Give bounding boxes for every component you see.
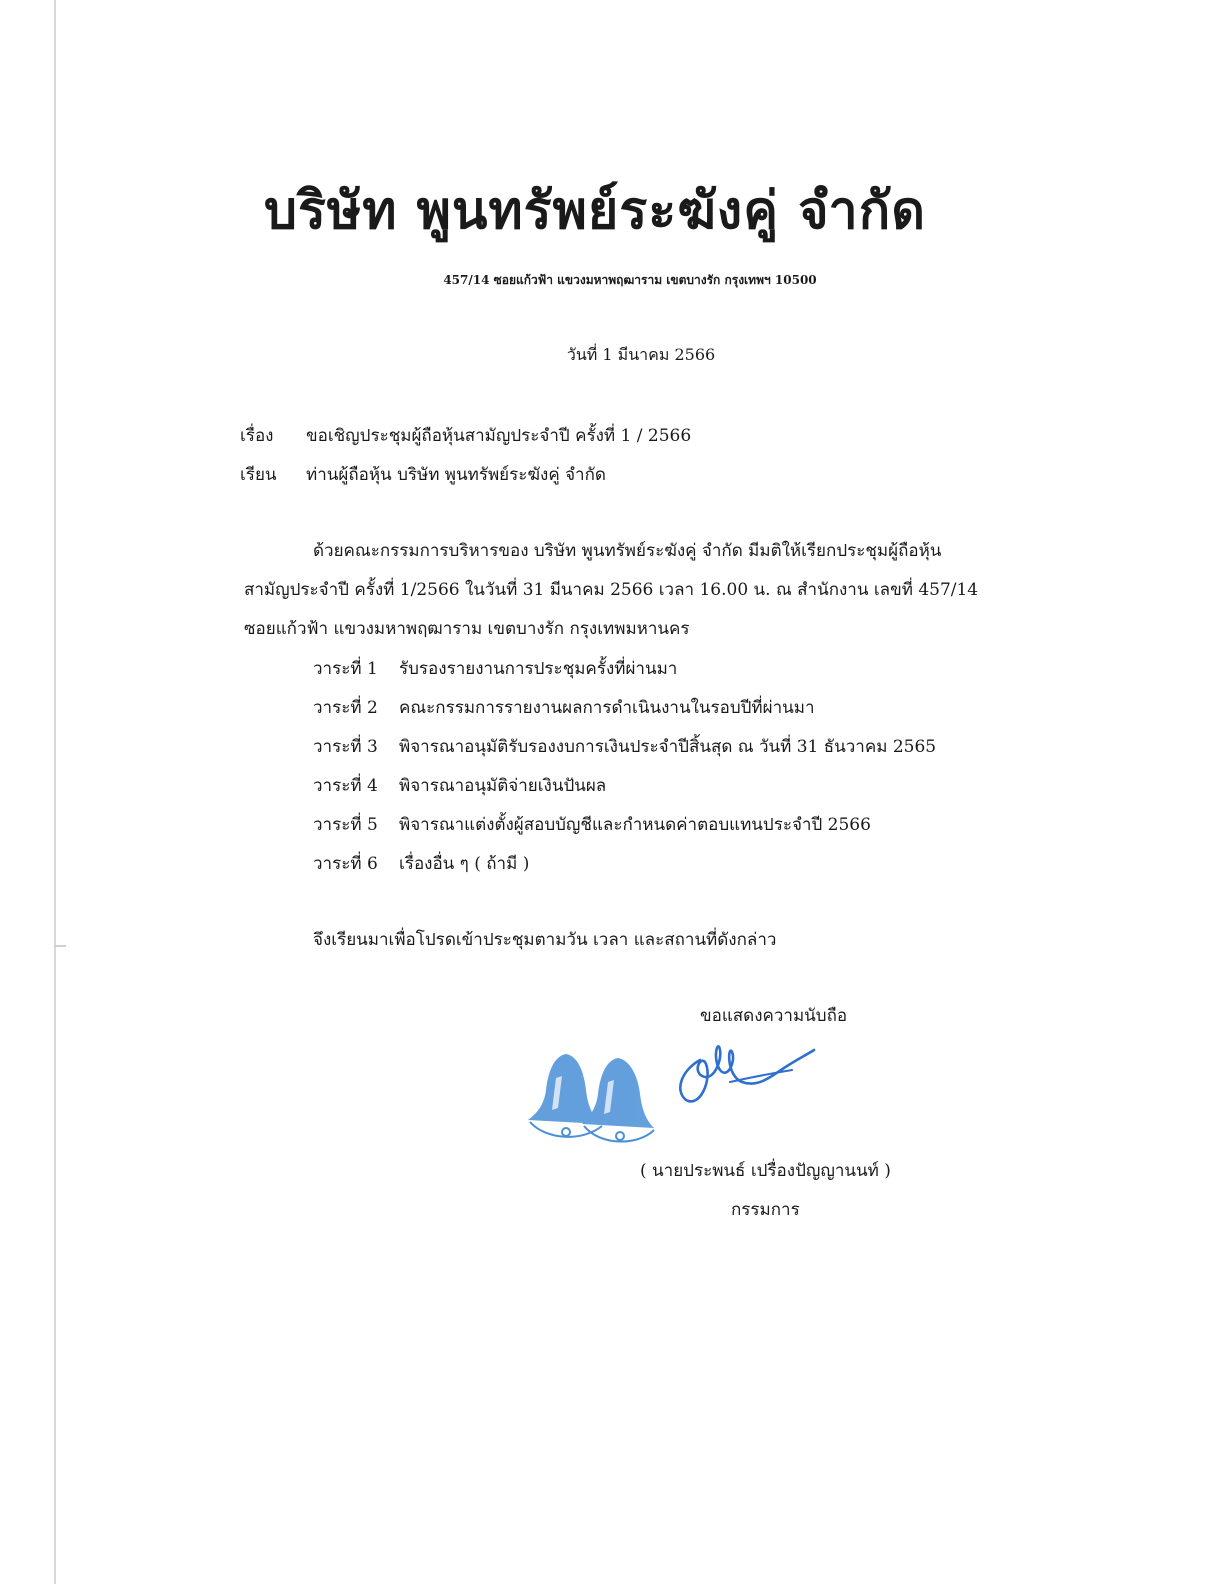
recipient-text: ท่านผู้ถือหุ้น บริษัท พูนทรัพย์ระฆังคู่ จำกัด	[306, 465, 606, 485]
agenda-number: วาระที่ 5	[313, 815, 378, 835]
agenda-item	[313, 772, 606, 799]
agenda-item	[313, 694, 815, 721]
agenda-number: วาระที่ 1	[313, 659, 378, 679]
regards-text: ขอแสดงความนับถือ	[700, 1006, 848, 1026]
agenda-number: วาระที่ 4	[313, 776, 378, 796]
subject-text: ขอเชิญประชุมผู้ถือหุ้นสามัญประจำปี ครั้งที่ 1 / 2566	[306, 426, 692, 446]
agenda-text: พิจารณาอนุมัติรับรองงบการเงินประจำปีสิ้นสุด ณ วันที่ 31 ธันวาคม 2565	[399, 737, 937, 757]
agenda-text: คณะกรรมการรายงานผลการดำเนินงานในรอบปีที่ผ่านมา	[399, 698, 815, 718]
agenda-number: วาระที่ 2	[313, 698, 378, 718]
agenda-text: รับรองรายงานการประชุมครั้งที่ผ่านมา	[399, 659, 678, 679]
body-line-1: ด้วยคณะกรรมการบริหารของ บริษัท พูนทรัพย์ระฆังคู่ จำกัด มีมติให้เรียกประชุมผู้ถือหุ้น	[313, 541, 942, 561]
subject-row	[240, 422, 691, 449]
agenda-text: เรื่องอื่น ๆ ( ถ้ามี )	[399, 854, 530, 874]
signer-title: กรรมการ	[731, 1200, 800, 1220]
recipient-label: เรียน	[240, 465, 277, 485]
agenda-item	[313, 811, 871, 838]
signer-name: ( นายประพนธ์ เปรื่องปัญญานนท์ )	[640, 1161, 891, 1181]
letter-date: วันที่ 1 มีนาคม 2566	[566, 345, 716, 364]
agenda-text: พิจารณาแต่งตั้งผู้สอบบัญชีและกำหนดค่าตอบแทนประจำปี 2566	[399, 815, 871, 835]
signature-mark-icon	[672, 1030, 822, 1110]
page-edge-tick	[54, 945, 66, 947]
twin-bells-seal-icon	[526, 1048, 676, 1148]
company-address: 457/14 ซอยแก้วฟ้า แขวงมหาพฤฒาราม เขตบางรัก กรุงเทพฯ 10500	[443, 273, 817, 287]
agenda-number: วาระที่ 6	[313, 854, 378, 874]
company-title: บริษัท พูนทรัพย์ระฆังคู่ จำกัด	[263, 180, 927, 241]
body-line-2: สามัญประจำปี ครั้งที่ 1/2566 ในวันที่ 31 มีนาคม 2566 เวลา 16.00 น. ณ สำนักงาน เลขที่ 457/14	[244, 580, 979, 600]
body-line-3: ซอยแก้วฟ้า แขวงมหาพฤฒาราม เขตบางรัก กรุงเทพมหานคร	[244, 619, 690, 639]
agenda-item	[313, 733, 936, 760]
recipient-row	[240, 461, 606, 488]
agenda-text: พิจารณาอนุมัติจ่ายเงินปันผล	[399, 776, 607, 796]
agenda-number: วาระที่ 3	[313, 737, 378, 757]
agenda-item	[313, 655, 677, 682]
agenda-item	[313, 850, 529, 877]
subject-label: เรื่อง	[240, 426, 274, 446]
closing-text: จึงเรียนมาเพื่อโปรดเข้าประชุมตามวัน เวลา และสถานที่ดังกล่าว	[313, 930, 777, 950]
